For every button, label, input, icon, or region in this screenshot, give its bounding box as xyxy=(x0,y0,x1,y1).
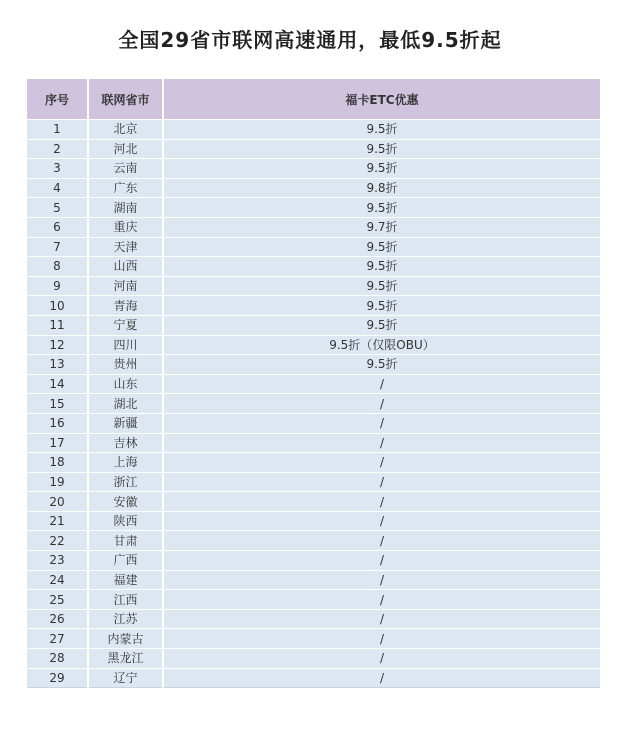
table-row xyxy=(27,492,600,512)
table-row xyxy=(27,257,600,277)
table-row xyxy=(27,198,600,218)
cell-index: 4 xyxy=(27,178,88,198)
cell-discount: 9.5折 xyxy=(163,296,600,316)
cell-province: 陕西 xyxy=(88,511,163,531)
cell-discount: 9.8折 xyxy=(163,178,600,198)
cell-province: 吉林 xyxy=(88,433,163,453)
cell-discount: 9.5折 xyxy=(163,237,600,257)
cell-province: 贵州 xyxy=(88,355,163,375)
cell-discount: 9.5折 xyxy=(163,257,600,277)
cell-index: 7 xyxy=(27,237,88,257)
cell-discount: 9.5折 xyxy=(163,198,600,218)
table-body xyxy=(27,120,600,688)
table-row xyxy=(27,590,600,610)
table-row xyxy=(27,296,600,316)
cell-index: 22 xyxy=(27,531,88,551)
cell-province: 北京 xyxy=(88,120,163,140)
cell-index: 23 xyxy=(27,551,88,571)
cell-province: 河北 xyxy=(88,139,163,159)
cell-province: 河南 xyxy=(88,276,163,296)
cell-discount: / xyxy=(163,590,600,610)
cell-discount: 9.7折 xyxy=(163,217,600,237)
cell-discount: / xyxy=(163,668,600,688)
cell-province: 甘肃 xyxy=(88,531,163,551)
cell-province: 新疆 xyxy=(88,413,163,433)
cell-discount: 9.5折 xyxy=(163,120,600,140)
cell-province: 青海 xyxy=(88,296,163,316)
cell-discount: 9.5折 xyxy=(163,159,600,179)
cell-discount: 9.5折 xyxy=(163,139,600,159)
cell-index: 5 xyxy=(27,198,88,218)
cell-discount: 9.5折（仅限OBU） xyxy=(163,335,600,355)
table-row xyxy=(27,159,600,179)
cell-discount: / xyxy=(163,453,600,473)
table-row xyxy=(27,551,600,571)
cell-province: 上海 xyxy=(88,453,163,473)
cell-index: 29 xyxy=(27,668,88,688)
discount-table-container xyxy=(27,79,600,688)
table-row xyxy=(27,335,600,355)
cell-province: 浙江 xyxy=(88,472,163,492)
cell-discount: / xyxy=(163,492,600,512)
cell-discount: / xyxy=(163,433,600,453)
cell-index: 25 xyxy=(27,590,88,610)
cell-index: 2 xyxy=(27,139,88,159)
page-title: 全国29省市联网高速通用，最低9.5折起 xyxy=(118,28,502,52)
table-row xyxy=(27,413,600,433)
cell-index: 10 xyxy=(27,296,88,316)
table-row xyxy=(27,139,600,159)
cell-index: 15 xyxy=(27,394,88,414)
cell-province: 安徽 xyxy=(88,492,163,512)
cell-index: 27 xyxy=(27,629,88,649)
table-row xyxy=(27,178,600,198)
cell-province: 广西 xyxy=(88,551,163,571)
cell-province: 天津 xyxy=(88,237,163,257)
cell-index: 12 xyxy=(27,335,88,355)
table-row xyxy=(27,315,600,335)
cell-province: 山西 xyxy=(88,257,163,277)
cell-province: 黑龙江 xyxy=(88,649,163,669)
header-province: 联网省市 xyxy=(88,79,163,120)
table-row xyxy=(27,570,600,590)
cell-index: 28 xyxy=(27,649,88,669)
cell-province: 福建 xyxy=(88,570,163,590)
cell-province: 广东 xyxy=(88,178,163,198)
table-row xyxy=(27,355,600,375)
table-row xyxy=(27,394,600,414)
cell-province: 湖北 xyxy=(88,394,163,414)
cell-index: 20 xyxy=(27,492,88,512)
table-row xyxy=(27,511,600,531)
cell-discount: / xyxy=(163,472,600,492)
cell-index: 26 xyxy=(27,609,88,629)
cell-index: 19 xyxy=(27,472,88,492)
table-row xyxy=(27,217,600,237)
table-row xyxy=(27,433,600,453)
cell-index: 18 xyxy=(27,453,88,473)
cell-province: 山东 xyxy=(88,374,163,394)
cell-index: 3 xyxy=(27,159,88,179)
cell-discount: / xyxy=(163,413,600,433)
table-row xyxy=(27,649,600,669)
cell-discount: / xyxy=(163,609,600,629)
table-row xyxy=(27,374,600,394)
cell-discount: / xyxy=(163,374,600,394)
header-row xyxy=(27,79,600,120)
cell-discount: / xyxy=(163,551,600,571)
table-row xyxy=(27,609,600,629)
table-row xyxy=(27,668,600,688)
cell-index: 17 xyxy=(27,433,88,453)
cell-discount: / xyxy=(163,629,600,649)
cell-index: 21 xyxy=(27,511,88,531)
cell-discount: / xyxy=(163,570,600,590)
cell-province: 湖南 xyxy=(88,198,163,218)
header-index: 序号 xyxy=(27,79,88,120)
cell-discount: / xyxy=(163,649,600,669)
cell-province: 江苏 xyxy=(88,609,163,629)
cell-province: 四川 xyxy=(88,335,163,355)
table-header xyxy=(27,79,600,120)
cell-index: 13 xyxy=(27,355,88,375)
cell-index: 14 xyxy=(27,374,88,394)
cell-discount: / xyxy=(163,394,600,414)
cell-province: 内蒙古 xyxy=(88,629,163,649)
table-row xyxy=(27,237,600,257)
cell-discount: 9.5折 xyxy=(163,355,600,375)
cell-index: 6 xyxy=(27,217,88,237)
table-row xyxy=(27,531,600,551)
table-row xyxy=(27,276,600,296)
cell-index: 16 xyxy=(27,413,88,433)
cell-discount: 9.5折 xyxy=(163,276,600,296)
cell-index: 24 xyxy=(27,570,88,590)
cell-province: 宁夏 xyxy=(88,315,163,335)
cell-index: 1 xyxy=(27,120,88,140)
cell-index: 8 xyxy=(27,257,88,277)
cell-province: 辽宁 xyxy=(88,668,163,688)
table-row xyxy=(27,629,600,649)
discount-table xyxy=(27,79,600,688)
cell-discount: 9.5折 xyxy=(163,315,600,335)
cell-index: 11 xyxy=(27,315,88,335)
table-row xyxy=(27,453,600,473)
cell-province: 云南 xyxy=(88,159,163,179)
header-discount: 福卡ETC优惠 xyxy=(163,79,600,120)
table-row xyxy=(27,120,600,140)
cell-discount: / xyxy=(163,511,600,531)
cell-province: 重庆 xyxy=(88,217,163,237)
cell-index: 9 xyxy=(27,276,88,296)
cell-province: 江西 xyxy=(88,590,163,610)
table-row xyxy=(27,472,600,492)
cell-discount: / xyxy=(163,531,600,551)
